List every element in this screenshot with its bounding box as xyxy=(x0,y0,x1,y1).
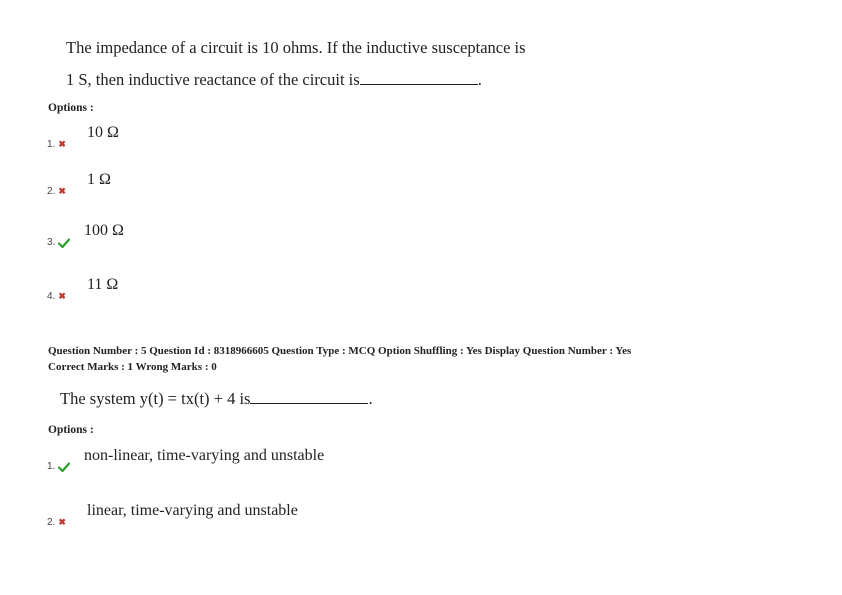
cross-icon: ✖ xyxy=(58,139,66,149)
option-marker xyxy=(47,517,66,528)
options-label: Options : xyxy=(48,424,94,436)
option-marker xyxy=(47,291,66,302)
cross-icon: ✖ xyxy=(58,186,66,196)
option-number: 2. xyxy=(47,186,56,197)
option-text: 11 Ω xyxy=(87,276,119,293)
question-meta-line-1: Question Number : 5 Question Id : 8318966605 Question Type : MCQ Option Shuffling : Yes Display Question Number : Yes xyxy=(48,345,632,357)
option-number: 3. xyxy=(47,237,56,248)
question-meta-line-2: Correct Marks : 1 Wrong Marks : 0 xyxy=(48,361,217,373)
cross-icon: ✖ xyxy=(58,291,66,301)
check-icon xyxy=(58,238,70,248)
check-icon xyxy=(58,462,70,472)
option-text: 10 Ω xyxy=(87,124,119,141)
cross-icon: ✖ xyxy=(58,517,66,527)
question-5-text xyxy=(60,389,373,409)
option-number: 4. xyxy=(47,291,56,302)
option-marker xyxy=(47,461,70,472)
option-number: 1. xyxy=(47,139,56,150)
answer-blank xyxy=(250,403,368,404)
option-text: non-linear, time-varying and unstable xyxy=(84,447,325,464)
option-number: 1. xyxy=(47,461,56,472)
question-4-line-2 xyxy=(66,70,482,90)
options-label: Options : xyxy=(48,102,94,114)
option-marker xyxy=(47,139,66,150)
question-4-line-2-end: . xyxy=(477,70,482,89)
option-text: linear, time-varying and unstable xyxy=(87,502,298,519)
question-5-text-end: . xyxy=(368,389,373,408)
option-text: 100 Ω xyxy=(84,222,124,239)
question-4-line-1: The impedance of a circuit is 10 ohms. If the inductive susceptance is xyxy=(66,38,526,57)
option-number: 2. xyxy=(47,517,56,528)
question-5-text-body: The system y(t) = tx(t) + 4 is xyxy=(60,389,251,408)
answer-blank xyxy=(360,84,478,85)
question-4-line-2-text: 1 S, then inductive reactance of the circuit is xyxy=(66,70,360,89)
option-text: 1 Ω xyxy=(87,171,111,188)
option-marker xyxy=(47,186,66,197)
option-marker xyxy=(47,237,70,248)
